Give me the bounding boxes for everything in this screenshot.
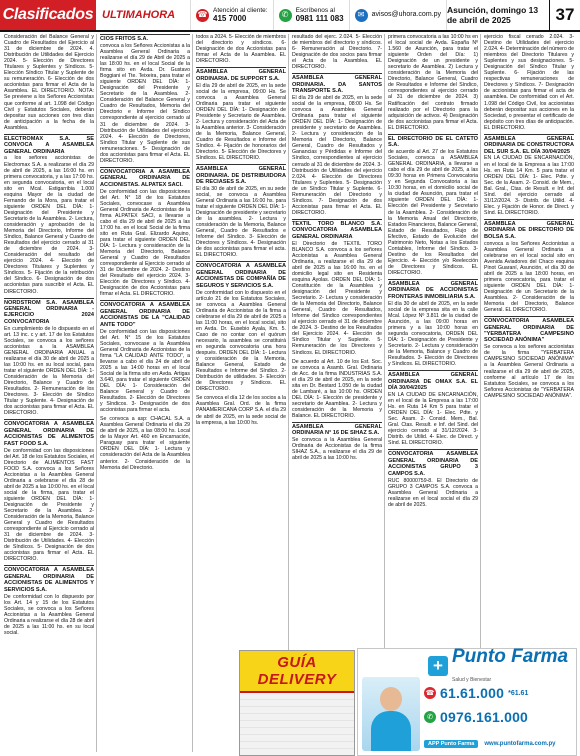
notice-title: NORDSTROM S.A. ASAMBLEA GENERAL ORDINARIA - EJERCICIO 2024 CONVOCATORIA [4, 299, 94, 325]
brand-name: Punto Farma [452, 646, 569, 667]
notice-body: Se convoca a los señores accionistas de la firma "YERBATERA CAMPESINO SOCIEDAD ANÓNIMA" a la Asamblea General Ordinaria a realizarse el día 29 de abril de 2025, conforme al artículo 17 de los Estatutos Sociales, se convoca a los Señores Accionistas de "YERBATERA CAMPESINO SOCIEDAD ANÓNIMA". [484, 344, 574, 399]
punto-farma-ad[interactable] [357, 648, 577, 756]
notice-body: convoca a los Señores Accionistas a la Asamblea General Ordinaria a realizarse el día 29 de Abril de 2025 a las 18:00 hs. en el local Social de la firma sito en Avda. Dr. Gustavo Boggiani el Tte. Teixeira, para tratar el siguiente ORDEN DEL DÍA: 1- Designación del Presidente y Secretario de la Asamblea. 2- Consideración del Balance General y Cuadro de Resultados, Memoria del Directorio e Informe del Síndico correspondiente al ejercicio cerrado al 31 de diciembre de 2024. 3- Distribución de Utilidades del ejercicio 2024. 4- Elección de Directores, Síndico Titular y Suplente de sus remuneraciones. 5- Designación de dos accionistas para firmar el Acta. EL DIRECTORIO. [100, 42, 190, 164]
notice-title: CONVOCATORIA A ASAMBLEA GENERAL ORDINARIA DE ACCIONISTAS DE COMPAÑÍA DE SEGUROS Y SERVICIOS S.A. [196, 263, 286, 289]
classified-column [100, 34, 193, 752]
contact-label: Atención al cliente: [213, 7, 268, 14]
classified-notice [484, 219, 574, 313]
classified-column [196, 34, 289, 752]
classified-notice [388, 449, 478, 507]
notice-body: De conformidad con las disposiciones del Art. N° 18 de los Estatutos Sociales, convocase a Asamblea General Ordinaria de Accionistas de la firma ALPATEX SACI, a llevarse a cabo el día 29 de abril de 2025 a las 17:00 hs. en el local Social de la firma sito en Ruta Gral. Elizardo Aquino, para tratar el siguiente ORDEN DEL DÍA: 1- Lectura y consideración de la Memoria del Directorio, Balance General y Cuadro de Resultados correspondiente al Ejercicio cerrado al 31 de Diciembre de 2024. 2- Destino del Resultado del ejercicio 2024. 3- Elección de Directores y Síndico. 4- Designación de dos Accionistas para firmar el Acta. EL DIRECTORIO. [100, 188, 190, 298]
classified-notice [292, 34, 382, 70]
notice-title: ASAMBLEA GENERAL ORDINARIA N° 16 DE SIHAZ S.A. [292, 424, 382, 437]
contact-value[interactable]: avisos@uhora.com.py [371, 11, 441, 19]
newspaper-logo: ULTIMAHORA [96, 0, 191, 30]
notice-title: ELECTROMAX S.A. SE CONVOCA A ASAMBLEA GENERAL ORDINARIA [4, 135, 94, 155]
notice-title: ASAMBLEA GENERAL ORDINARIA DE OMAX S.A. EL DÍA 30/04/2025 [388, 372, 478, 392]
notice-body: Consideración del Balance General y Cuadro de Resultados del Ejercicio al 31 de diciembre de 2024. 4. Distribución de Utilidades del Ejercicio 2024. 5- Elección de Directores Titulares y Suplentes y Síndicos. 5- Elección Síndico Titular y Suplente de su remuneración. 6- Elección de dos accionistas para firmar el Acta de la Asamblea. EL DIRECTORIO. NOTA: Se previene a los Señores Accionistas que conforme al art. 1.098 del Código Civil y Estatutos Sociales, deberán depositar sus acciones con tres días de anticipación a la fecha de la Asamblea. [4, 34, 94, 131]
classified-notice [4, 565, 94, 635]
app-badge[interactable]: APP Punto Farma [424, 740, 478, 748]
contact-label: Escríbenos al [295, 7, 335, 14]
notice-body: De conformidad con lo dispuesto en el artículo 21 de los Estatutos Sociales, se convoca a Asamblea General Ordinaria de Accionistas de la firma a celebrarse el día 29 de abril de 2025 a las 11:00 horas, en el local social, sito en Avda. Dr. Eusebio Ayala, Km. 5. Caso de no contar con el quórum necesario, la asamblea se constituirá en segunda convocatoria una hora después. ORDEN DEL DÍA: 1- Lectura y consideración de la Memoria, Balance General, Estado de Resultados e Informe del Síndico. 2- Distribución de utilidades. 3- Elección de Directores y Síndicos. EL DIRECTORIO. [196, 289, 286, 393]
whatsapp-icon: ✆ [424, 711, 436, 723]
guia-delivery-title: GUÍA DELIVERY [240, 651, 354, 693]
classified-notice [196, 67, 286, 161]
contact-value: 0981 111 083 [295, 13, 344, 23]
notice-body: El día 30 de abril de 2025, en la sede social de la empresa sita en la calle Mcal. López Nº 3.811 de la ciudad de Asunción, a las 09:00 horas en primera y a las 10:00 horas en segunda convocatoria, ORDEN DEL DÍA: 1- Designación de Presidente y Secretario. 2- Lectura y consideración de la Memoria, Balance y Cuadro de Resultados. 3- Elección de Directores y Síndicos. EL DIRECTORIO. [388, 300, 478, 368]
punto-footer [424, 738, 572, 750]
punto-phone-1[interactable] [424, 685, 528, 701]
contact-value: 415 7000 [213, 13, 247, 23]
phone-icon: ☎ [424, 687, 436, 699]
notice-body: RUC 80000759-8. El Directorio de GRUPO 3 CAMPOS S.A. convoca a Asamblea General Ordinaria a realizarse en el local social el día 29 de abril de 2025. [388, 477, 478, 508]
notice-body: El día 30 de abril de 2025, en su sede social, se convoca a Asamblea General Ordinaria a las 16:00 hs. para tratar el siguiente ORDEN DEL DÍA: 1- Designación de presidente y secretario de la asamblea. 2- Lectura y consideración de la Memoria, Balance General, Cuadro de Resultados e Informe del Síndico. 3- Elección de Directores y Síndicos. 4- Designación de dos accionistas para firmar el acta. EL DIRECTORIO. [196, 185, 286, 259]
classified-notice [484, 316, 574, 399]
notice-body: De conformidad con las disposiciones del Art. 18 de los Estatutos Sociales, el Directorio de ALIMENTOS FAST FOOD S.A. convoca a los Señores Accionistas a la Asamblea General Ordinaria a celebrarse el día 28 de abril de 2025 a las 10:00 hs. en el local social de la firma, para tratar el siguiente ORDEN DEL DÍA: 1- Designación de Presidente y Secretario de la Asamblea. 2- Consideración de la Memoria, Balance General y Cuadro de Resultados correspondiente al Ejercicio cerrado al 31 de diciembre de 2024. 3- Distribución de Utilidades. 4- Elección de Síndicos. 5- Designación de dos accionistas para firmar el Acta. EL DIRECTORIO. [4, 447, 94, 563]
notice-body: De conformidad con lo dispuesto por los Art. 14 y 15 de los Estatutos Sociales, se convoca a los Señores Accionistas a la Asamblea General Ordinaria a realizarse el día 28 de abril de 2025 a las 11:00 hs. en su local social. [4, 593, 94, 636]
classified-notice [388, 34, 478, 131]
classified-notice [388, 134, 478, 276]
notice-title: CONVOCATORIA A ASAMBLEA GENERAL ORDINARIA DE ACCIONISTAS. ALPATEX SACI. [100, 168, 190, 188]
notice-body: En cumplimiento de lo dispuesto en el art. 13 inc. c y art. 17 de los Estatutos Sociales, se convoca a los señores accionistas a la ASAMBLEA GENERAL ORDINARIA ANUAL a realizarse el día 30 de abril de 2025 a las 10:00 hs. en su local social, para tratar el siguiente ORDEN DEL DÍA: 1- Consideración de la Memoria del Directorio, Balance y Cuadro de Resultados. 2- Remuneración de los Directores. 3- Elección de Síndico Titular y Suplente. 4- Designación de dos accionistas para firmar el Acta. EL DIRECTORIO. [4, 325, 94, 417]
phone-number: 0976.161.000 [440, 709, 529, 725]
notice-title: ASAMBLEA GENERAL ORDINARIA DE CONSTRUCTORA DEL SUR S.A. EL DÍA 30/04/2025 [484, 135, 574, 155]
cross-icon: + [428, 656, 448, 676]
notice-title: ASAMBLEA GENERAL ORDINARIA. DA SANTOS TRANSPORTE S.A. [292, 75, 382, 95]
classified-column [484, 34, 576, 752]
classified-column [292, 34, 385, 752]
classified-notice [4, 419, 94, 562]
notice-body: todos a 2024. 5- Elección de miembros del directorio y síndicos. 6- Designación de dos Accionistas para firmar el Acta de la Asamblea. EL DIRECTORIO. [196, 34, 286, 65]
notice-body: Se convoca el día 12 de los socios a la Asamblea Gral. Ord. de la firma PANAMERICANA CORP S.A. el día 29 de abril de 2025, en la sede social de la empresa, a las 10:00 hs. [196, 395, 286, 426]
guia-delivery-ad[interactable] [239, 650, 355, 756]
classified-notice [196, 164, 286, 258]
brand-tagline: Salud y Bienestar [452, 677, 492, 683]
classified-notice [292, 359, 382, 419]
classified-notice [4, 34, 94, 131]
notice-body: de acuerdo al Art. 27 de los Estatutos Sociales, convoca a ASAMBLEA GENERAL ORDINARIA, a llevarse a cabo el día 29 de abril de 2025, a las 09:30 horas en Primera Convocatoria y en Segunda Convocatoria a las 10:30 horas, en el domicilio social de la ciudad de Asunción, para tratar el siguiente ORDEN DEL DÍA: 1- Elección del Presidente y Secretario de la Asamblea. 2- Consideración de la Memoria Anual del Directorio, Estados Financieros, Balance General, Estado de Resultados, Flujo de Efectivo, Estado de Evolución del Patrimonio Neto, Notas a los Estados Contables, Informe del Síndico. 3- Destino de los Resultados del Ejercicio. 4- Elección y/o Reelección de Directores y Síndicos. EL DIRECTORIO. [388, 149, 478, 276]
whatsapp-icon: ✆ [279, 9, 292, 22]
page-number: 37 [549, 0, 580, 30]
notice-body: Se convoca a asp: CHACAL S.A. a Asamblea General Ordinaria el día 29 de abril de 2025, a las 08:00 hs. Local de la Mayor Art. 460 en Encarnación, Paraguay para tratar el siguiente ORDEN DEL DÍA: 1- Lectura y consideración del Acta de la Asamblea anterior. 2- Consideración de la Memoria del Directorio. [100, 416, 190, 471]
notice-title: CONVOCATORIA A ASAMBLEA GENERAL ORDINARIA DE ACCIONISTAS DE ALIMENTOS Y SERVICIOS S.A. [4, 567, 94, 593]
section-title: Clasificados [0, 0, 96, 30]
classified-notice [196, 34, 286, 64]
notice-body: El día 29 de abril de 2025, en la sede social de la empresa, 08:00 Hs. Se convoca a Asamblea General Ordinaria para tratar el siguiente ORDEN DEL DÍA: 1- Designación de presidente y secretario de Asamblea. 2- Lectura y consideración de la Memoria del Directorio, Balance General, Cuadro de Resultados y Ganancias y Pérdidas e Informe del Síndico, correspondientes al ejercicio cerrado al 31 de diciembre de 2024. 3- Distribución de Utilidades del ejercicio 2.024. 4- Elección de Directores Titulares y Suplentes. 5- Designación de un Síndico Titular y Suplente. 6- Remuneración del Directorio y Síndicos. 7- Designación de dos Accionistas para firmar el Acta. EL DIRECTORIO. [292, 95, 382, 216]
classified-notice [484, 34, 574, 131]
notice-title: CIOS FRITOS S.A. [100, 34, 190, 42]
classifieds-columns [4, 34, 576, 752]
classified-notice [4, 298, 94, 417]
punto-farma-logo [428, 646, 572, 683]
punto-phone-2[interactable] [424, 709, 528, 725]
notice-body: ejercicio fiscal cerrado 2.024. 3- Destino de Utilidades del ejercicio 2.024. 4- Determinación del número de miembros del Directorio Titulares y Suplentes y sus designaciones. 5- Designación del Síndico Titular y Suplente. 6- Fijación de las respectivas remuneraciones de Directores y Síndicos. 7- Designación de accionistas para firmar el acta de asamblea. De conformidad con el Art. 1.098 del Código Civil, los accionistas deberán depositar sus acciones en la Sociedad, o presentar el certificado de depósito con tres días de anticipación. EL DIRECTORIO. [484, 34, 574, 131]
classified-notice [292, 219, 382, 356]
classified-notice [484, 134, 574, 216]
notice-body: resultado del ejerc. 2.024. 5- Elección de miembros del directorio y síndicos. 6- Remuneración al Directorio. 7- Designación de dos socios para firmar el Acta de la Asamblea. EL DIRECTORIO. [292, 34, 382, 71]
notice-body: a los señores accionistas de Electromax S.A. a realizarse el día 29 de abril de 2025, a las 16:00 hs. en primera convocatoria, y a las 17:00 hs. en segunda convocatoria, en el local sito en Mcal. Estigarribia 1.000 esquina Mayor de la ciudad de Fernando de la Mora, para tratar el siguiente ORDEN DEL DÍA: 1- Designación del Presidente y Secretario de la Asamblea. 2- Lectura, consideración y aprobación de la Memoria del Directorio, Informe del Síndico, Balance General y Cuadro de Resultados del ejercicio cerrado al 31 de diciembre de 2024. 3- Consideración del resultado del ejercicio 2024. 4- Elección de Directores Titulares y Suplentes y Síndicos. 5- Fijación de la retribución del Síndico. 6- Designación de dos accionistas para suscribir el Acta. EL DIRECTORIO. [4, 155, 94, 295]
classified-notice [100, 34, 190, 164]
notice-body: De conformidad con las disposiciones del Art. N° 15 de los Estatutos Sociales, convocase a la Asamblea General Ordinaria de Accionistas de la firma "LA CALIDAD ANTE TODO", a llevarse a cabo el día 24 de abril de 2025 a las 14:00 horas en el local Social de la firma sito en Avda. Artigas 3.640, para tratar el siguiente ORDEN DEL DÍA: 1- Consideración del Balance General y Cuadro de Resultados. 2- Elección de Directores y Síndicos. 3- Designación de dos accionistas para firmar el acta. [100, 328, 190, 414]
notice-title: CONVOCATORIA A ASAMBLEA GENERAL ORDINARIA DE ACCIONISTAS DE ALIMENTOS FAST FOOD S.A. [4, 421, 94, 447]
notice-body: EN LA CIUDAD DE ENCARNACIÓN, en el local de la Empresa a las 17:00 Hs. en Ruta 14 Km 5 para tratar el ORDEN DEL DÍA: 1- Elec. Pdte. y Sec. Asam. 2- Consid. Mem., Bal. Gral. Ctas. Result. e Inf. del Sind. del ejercicio cerrado al 31/12/2024. 3- Distrib. de Utilid. 4- Elec. de Direct. y Sínd. EL DIRECTORIO. [388, 392, 478, 447]
classified-notice [388, 279, 478, 367]
issue-date: Asunción, domingo 13 de abril de 2025 [446, 5, 539, 25]
classified-notice [100, 300, 190, 413]
classified-notice [100, 416, 190, 470]
notice-body: convoca a los Señores Accionistas a Asamblea General Ordinaria a celebrarse en el local social sito en Avenida Aviadores del Chaco esquina Pinot Guaraní, Asunción, el día 30 de abril de 2025 a las 18:00 horas, en primera convocatoria, para tratar el siguiente ORDEN DEL DÍA: 1- Designación de un Secretario de la Asamblea. 2- Consideración de la Memoria del Directorio, Balance General. EL DIRECTORIO. [484, 240, 574, 314]
page-header [0, 0, 580, 32]
notice-title: TEXTIL TORO BLANCO S.A. CONVOCATORIA ASAMBLEA GENERAL ORDINARIA [292, 220, 382, 240]
classified-notice [388, 370, 478, 446]
notice-body: De acuerdo al Art. 10 de los Est. Soc. se convoca a Asamb. Gral. Ordinaria de Acc. de la firma INDUSTRIAS S.A. el día 29 de abril de 2025, en la sede sita en Dr. Bestard 1.050 de la ciudad de Lambaré, a las 10:00 hs. ORDEN DEL DÍA: 1- Elección de presidente y secretario de Asamblea. 2- Lectura y consideración de la Memoria y Balance. EL DIRECTORIO. [292, 358, 382, 419]
notice-body: Se convoca a la Asamblea General Ordinaria de Accionistas de la firma SIHAZ S.A., a realizarse el día 29 de abril de 2025 a las 10:00 hs. [292, 437, 382, 462]
classified-notice [4, 134, 94, 295]
classified-notice [292, 73, 382, 216]
mail-icon: ✉ [355, 9, 368, 22]
notice-body: El día 29 de abril de 2025, en la sede social de la empresa, 09:00 Hs. Se convoca a Asamblea General Ordinaria para tratar el siguiente ORDEN DEL DÍA: 1- Designación de Presidente y Secretario de Asamblea. 2- Lectura y consideración del Acta de la Asamblea anterior. 3- Consideración de la Memoria, Balance General, Cuadro de Resultados e Informe del Síndico. 4- Fijación de honorarios del Directorio. 5- Elección de Directores y Síndicos. EL DIRECTORIO. [196, 82, 286, 162]
website-link[interactable]: www.puntofarma.com.py [484, 741, 556, 747]
classified-notice [196, 261, 286, 392]
classified-notice [292, 422, 382, 462]
notice-body: El Directorio de TEXTIL TORO BLANCO S.A. convoca a los señores Accionistas a Asamblea General Ordinaria, a realizarse el día 29 de abril de 2025 a las 16:00 hs. en el domicilio legal sito en Residenta esquina Ayolas. ORDEN DEL DÍA: 1- Constitución de la Asamblea y designación del Presidente y Secretario. 2- Lectura y consideración de la Memoria del Directorio, Balance General, Cuadro de Resultados, Informe del Síndico correspondientes al ejercicio cerrado el 31 de diciembre de 2024. 3- Destino de los Resultados del Ejercicio 2024. 4- Elección de Síndico Titular y Suplente. 5- Remuneración de los Directores y Síndicos. EL DIRECTORIO. [292, 240, 382, 356]
notice-title: ASAMBLEA GENERAL ORDINARIA. DE SUPPORT S.A. [196, 69, 286, 82]
phone-icon: ☎ [196, 9, 209, 22]
notice-title: CONVOCATORIA ASAMBLEA GENERAL ORDINARIA DE "YERBATERA CAMPESINO SOCIEDAD ANÓNIMA" [484, 318, 574, 344]
classified-notice [196, 395, 286, 425]
notice-title: ASAMBLEA GENERAL ORDINARIA. DE DISTRIBUIDORA DE RECIASES S.A. [196, 166, 286, 185]
notice-title: CONVOCATORIA ASAMBLEA GENERAL ORDINARIA DE ACCIONISTAS GRUPO 3 CAMPOS S.A. [388, 451, 478, 477]
notice-title: CONVOCATORIA A ASAMBLEA GENERAL ORDINARIA DE ACCIONISTAS DE LA "CALIDAD ANTE TODO" [100, 302, 190, 328]
notice-title: EL DIRECTORIO DE EL CATETO S.A. [388, 135, 478, 149]
contact-email [350, 0, 447, 30]
ad-person-image [362, 677, 420, 751]
guia-delivery-body [240, 693, 354, 755]
classified-column [388, 34, 481, 752]
phone-number: 61.61.000 [440, 685, 505, 701]
contact-customer-service [191, 0, 274, 30]
notice-body: primera convocatoria a las 10:00 hs en el local social de Avda. España Nº 1.560 de Asunción, para tratar el siguiente Orden del Día: 1) Designación de un presidente y secretario de Asamblea. 2) Lectura y consideración de la Memoria del Directorio, Balance General, Cuadro de Resultados e Informe del Síndico, correspondientes al ejercicio cerrado al 31 de diciembre de 2024. 3) Ratificación del contrato firmado realizado por el Directorio para la adquisición de activos. 4) Designación de dos accionistas para firmar el Acta. EL DIRECTORIO. [388, 34, 478, 131]
phone-extension: *61.61 [508, 689, 529, 697]
notice-title: ASAMBLEA GENERAL ORDINARIA DE DIRECTORIO DE BOLSA S.A. [484, 220, 574, 240]
contact-whatsapp [274, 0, 350, 30]
notice-body: EN LA CIUDAD DE ENCARNACIÓN, en el local de la Empresa a las 17:00 Hs. en Ruta 14 Km. 5 para tratar el ORDEN DEL DÍA: 1- Elec. Pdte. y Sec. de la Asam. 2- Consid. de Mem., Bal. Gral., Ctas. de Result. e Inf. del Sínd. del ejercicio cerrado al 31/12/2024. 3- Distrib. de Utilid. 4- Elec. y Fijación de Honor. de Direct. y Sínd. EL DIRECTORIO. [484, 155, 574, 216]
classified-column [4, 34, 97, 752]
notice-title: ASAMBLEA GENERAL ORDINARIA DE ACCIONISTAS FRONTERAS INMOBILIARIA S.A. [388, 281, 478, 300]
classified-notice [100, 167, 190, 298]
